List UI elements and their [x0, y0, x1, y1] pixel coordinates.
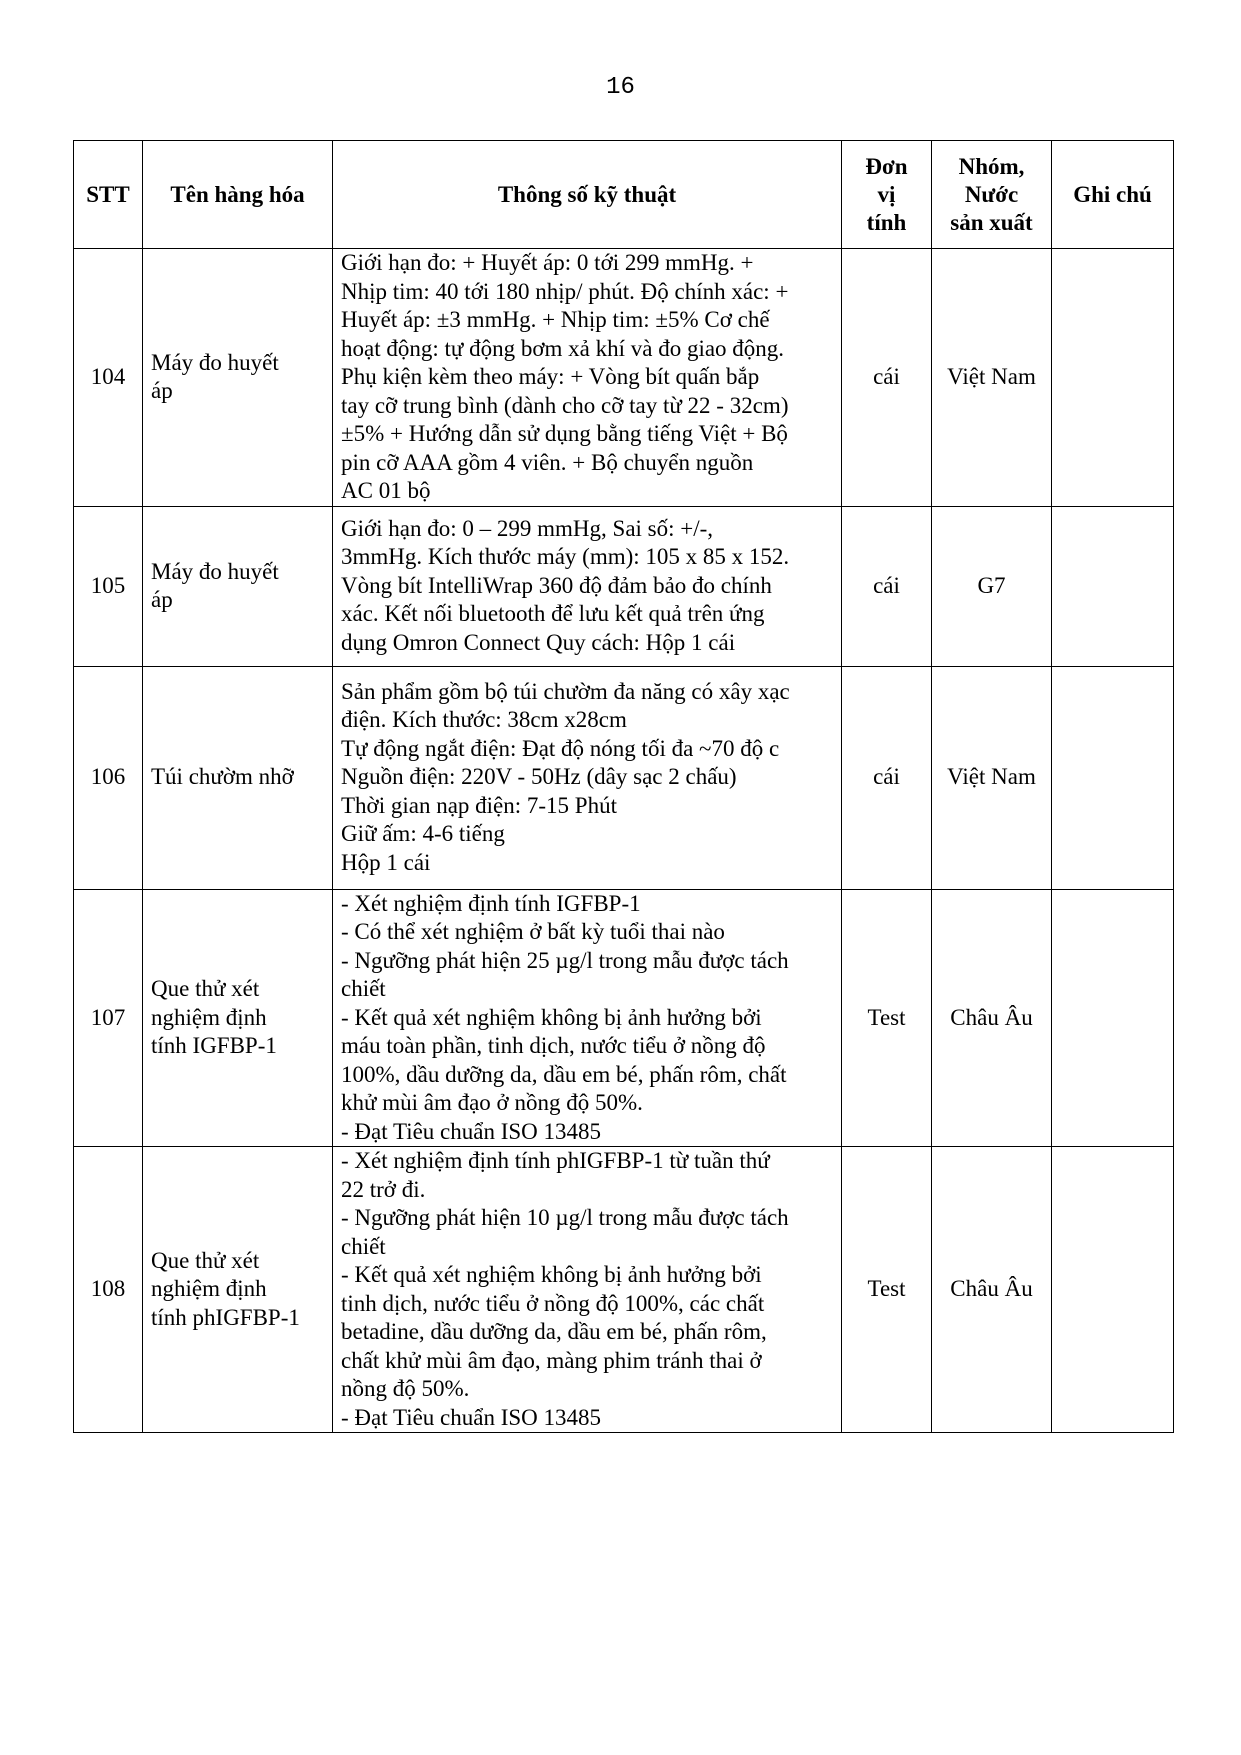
cell-unit: cái	[842, 506, 932, 666]
specification-line: pin cỡ AAA gồm 4 viên. + Bộ chuyển nguồn	[341, 449, 754, 475]
specification-line: - Kết quả xét nghiệm không bị ảnh hưởng bởi	[341, 1004, 762, 1030]
header-unit-line: Đơn	[865, 153, 908, 179]
product-spec-table	[73, 140, 1174, 1433]
cell-note	[1052, 666, 1174, 889]
specification-line: Vòng bít IntelliWrap 360 độ đảm bảo đo chính	[341, 572, 772, 598]
specification-line: tay cỡ trung bình (dành cho cỡ tay từ 22 - 32cm)	[341, 392, 789, 418]
specification-line: chất khử mùi âm đạo, màng phim tránh thai ở	[341, 1347, 762, 1373]
specification-line: xác. Kết nối bluetooth để lưu kết quả trên ứng	[341, 601, 765, 627]
cell-origin: Việt Nam	[932, 249, 1052, 507]
specification-line: điện. Kích thước: 38cm x28cm	[341, 707, 627, 733]
product-name-line: Que thử xét	[151, 976, 260, 1001]
product-name-line: áp	[151, 378, 173, 404]
product-name-line: tính IGFBP-1	[151, 1033, 277, 1058]
specification-line: Hộp 1 cái	[341, 849, 431, 875]
cell-specification	[333, 1147, 842, 1433]
cell-product-name	[143, 1147, 333, 1433]
cell-specification	[333, 666, 842, 889]
cell-note	[1052, 1147, 1174, 1433]
header-origin	[932, 141, 1052, 249]
header-unit	[842, 141, 932, 249]
table-row	[74, 506, 1174, 666]
specification-line: hoạt động: tự động bơm xả khí và đo giao động.	[341, 335, 785, 361]
cell-stt: 104	[74, 249, 143, 507]
specification-line: nồng độ 50%.	[341, 1376, 470, 1401]
specification-line: khử mùi âm đạo ở nồng độ 50%.	[341, 1090, 643, 1115]
specification-line: Giới hạn đo: + Huyết áp: 0 tới 299 mmHg. +	[341, 250, 754, 275]
specification-line: ±5% + Hướng dẫn sử dụng bằng tiếng Việt + Bộ	[341, 421, 788, 446]
specification-line: máu toàn phần, tinh dịch, nước tiểu ở nồng độ	[341, 1033, 766, 1058]
header-note: Ghi chú	[1052, 141, 1174, 249]
header-specification: Thông số kỹ thuật	[333, 141, 842, 249]
product-name-line: tính phIGFBP-1	[151, 1304, 300, 1330]
cell-unit: cái	[842, 666, 932, 889]
table-row	[74, 889, 1174, 1147]
cell-note	[1052, 889, 1174, 1147]
cell-product-name	[143, 249, 333, 507]
cell-origin: Việt Nam	[932, 666, 1052, 889]
specification-line: Phụ kiện kèm theo máy: + Vòng bít quấn bắp	[341, 364, 760, 389]
header-unit-line: vị	[877, 181, 896, 207]
cell-specification	[333, 249, 842, 507]
table-row	[74, 249, 1174, 507]
specification-line: Tự động ngắt điện: Đạt độ nóng tối đa ~70 độ c	[341, 735, 780, 761]
product-name-line: Máy đo huyết	[151, 349, 279, 375]
specification-line: tinh dịch, nước tiểu ở nồng độ 100%, các chất	[341, 1290, 765, 1316]
cell-product-name	[143, 666, 333, 889]
specification-line: Giữ ấm: 4-6 tiếng	[341, 821, 505, 847]
cell-product-name	[143, 889, 333, 1147]
cell-stt: 108	[74, 1147, 143, 1433]
specification-line: Sản phẩm gồm bộ túi chườm đa năng có xây xạc	[341, 678, 790, 704]
specification-line: - Đạt Tiêu chuẩn ISO 13485	[341, 1404, 602, 1430]
page-number: 16	[606, 74, 635, 101]
product-name-line: Que thử xét	[151, 1247, 260, 1273]
cell-unit: cái	[842, 249, 932, 507]
specification-line: Giới hạn đo: 0 – 299 mmHg, Sai số: +/-,	[341, 515, 714, 541]
cell-product-name	[143, 506, 333, 666]
specification-line: chiết	[341, 1233, 386, 1259]
cell-specification	[333, 506, 842, 666]
specification-line: - Đạt Tiêu chuẩn ISO 13485	[341, 1118, 602, 1144]
specification-line: - Xét nghiệm định tính phIGFBP-1 từ tuần thứ	[341, 1148, 770, 1173]
cell-unit: Test	[842, 889, 932, 1147]
specification-line: 100%, dầu dưỡng da, dầu em bé, phấn rôm, chất	[341, 1061, 787, 1087]
cell-origin: G7	[932, 506, 1052, 666]
specification-line: - Ngưỡng phát hiện 10 µg/l trong mẫu được tách	[341, 1205, 789, 1230]
specification-line: Nguồn điện: 220V - 50Hz (dây sạc 2 chấu)	[341, 764, 737, 790]
header-product-name: Tên hàng hóa	[143, 141, 333, 249]
cell-stt: 107	[74, 889, 143, 1147]
cell-specification	[333, 889, 842, 1147]
header-origin-line: Nước	[964, 181, 1019, 207]
specification-line: Thời gian nạp điện: 7-15 Phút	[341, 792, 617, 818]
cell-note	[1052, 249, 1174, 507]
cell-note	[1052, 506, 1174, 666]
header-origin-line: Nhóm,	[958, 153, 1025, 179]
specification-line: - Có thể xét nghiệm ở bất kỳ tuổi thai nào	[341, 919, 725, 944]
specification-line: chiết	[341, 976, 386, 1001]
table-header-row	[74, 141, 1174, 249]
specification-line: - Xét nghiệm định tính IGFBP-1	[341, 890, 641, 916]
product-name-line: nghiệm định	[151, 1276, 267, 1302]
table-row	[74, 666, 1174, 889]
product-name-line: áp	[151, 587, 173, 612]
product-name-line: Máy đo huyết	[151, 558, 279, 584]
table-body	[74, 249, 1174, 1433]
specification-line: dụng Omron Connect Quy cách: Hộp 1 cái	[341, 629, 736, 655]
specification-line: - Ngưỡng phát hiện 25 µg/l trong mẫu được tách	[341, 947, 789, 973]
cell-unit: Test	[842, 1147, 932, 1433]
table-row	[74, 1147, 1174, 1433]
specification-line: - Kết quả xét nghiệm không bị ảnh hưởng bởi	[341, 1262, 762, 1287]
specification-line: betadine, dầu dưỡng da, dầu em bé, phấn rôm,	[341, 1319, 767, 1344]
specification-line: 3mmHg. Kích thước máy (mm): 105 x 85 x 152.	[341, 544, 790, 570]
specification-line: AC 01 bộ	[341, 478, 431, 503]
product-name-line: Túi chườm nhỡ	[151, 764, 294, 790]
cell-stt: 105	[74, 506, 143, 666]
cell-stt: 106	[74, 666, 143, 889]
cell-origin: Châu Âu	[932, 889, 1052, 1147]
cell-origin: Châu Âu	[932, 1147, 1052, 1433]
product-name-line: nghiệm định	[151, 1004, 267, 1030]
header-origin-line: sản xuất	[950, 209, 1033, 235]
header-stt: STT	[74, 141, 143, 249]
header-unit-line: tính	[866, 209, 907, 235]
specification-line: 22 trở đi.	[341, 1176, 426, 1202]
specification-line: Nhịp tim: 40 tới 180 nhịp/ phút. Độ chính xác: +	[341, 278, 789, 304]
specification-line: Huyết áp: ±3 mmHg. + Nhịp tim: ±5% Cơ chế	[341, 307, 770, 332]
